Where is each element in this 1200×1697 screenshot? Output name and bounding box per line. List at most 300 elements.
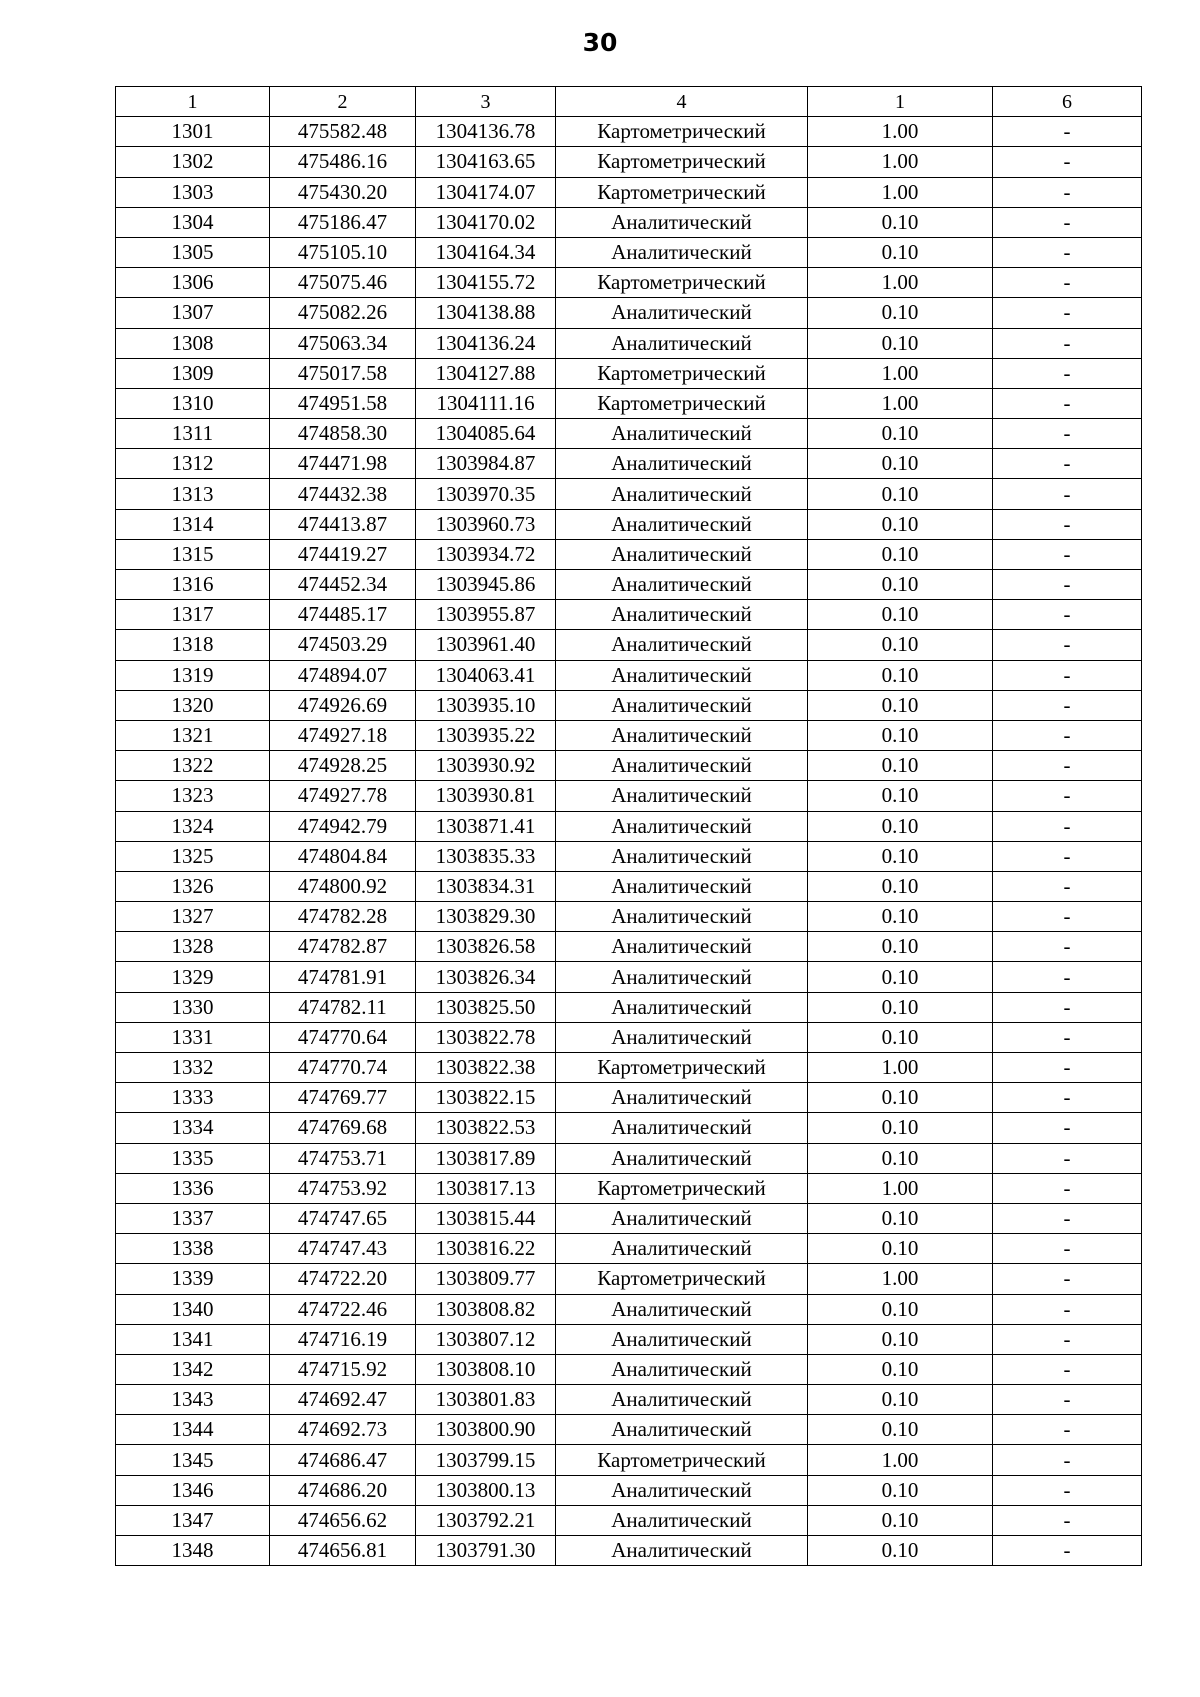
column-header: 3 [416, 87, 556, 117]
table-row [116, 539, 1142, 569]
note-cell: - [993, 841, 1142, 871]
x-coordinate-cell: 474769.77 [270, 1083, 416, 1113]
method-cell: Аналитический [556, 1234, 808, 1264]
table-row [116, 237, 1142, 267]
point-number-cell: 1319 [116, 660, 270, 690]
y-coordinate-cell: 1303815.44 [416, 1203, 556, 1233]
note-cell: - [993, 1445, 1142, 1475]
accuracy-cell: 1.00 [808, 1173, 993, 1203]
y-coordinate-cell: 1303822.15 [416, 1083, 556, 1113]
y-coordinate-cell: 1303809.77 [416, 1264, 556, 1294]
y-coordinate-cell: 1303935.10 [416, 690, 556, 720]
method-cell: Картометрический [556, 1445, 808, 1475]
accuracy-cell: 0.10 [808, 479, 993, 509]
x-coordinate-cell: 474782.87 [270, 932, 416, 962]
table-row [116, 992, 1142, 1022]
point-number-cell: 1312 [116, 449, 270, 479]
table-row [116, 328, 1142, 358]
accuracy-cell: 0.10 [808, 419, 993, 449]
note-cell: - [993, 630, 1142, 660]
accuracy-cell: 1.00 [808, 147, 993, 177]
note-cell: - [993, 1113, 1142, 1143]
method-cell: Аналитический [556, 1536, 808, 1566]
accuracy-cell: 0.10 [808, 600, 993, 630]
x-coordinate-cell: 474686.47 [270, 1445, 416, 1475]
accuracy-cell: 0.10 [808, 237, 993, 267]
x-coordinate-cell: 474692.73 [270, 1415, 416, 1445]
y-coordinate-cell: 1303817.89 [416, 1143, 556, 1173]
x-coordinate-cell: 474951.58 [270, 388, 416, 418]
x-coordinate-cell: 474927.78 [270, 781, 416, 811]
point-number-cell: 1343 [116, 1385, 270, 1415]
y-coordinate-cell: 1303822.38 [416, 1053, 556, 1083]
y-coordinate-cell: 1304111.16 [416, 388, 556, 418]
y-coordinate-cell: 1303817.13 [416, 1173, 556, 1203]
y-coordinate-cell: 1303800.13 [416, 1475, 556, 1505]
x-coordinate-cell: 474782.11 [270, 992, 416, 1022]
point-number-cell: 1318 [116, 630, 270, 660]
method-cell: Аналитический [556, 1324, 808, 1354]
y-coordinate-cell: 1304138.88 [416, 298, 556, 328]
note-cell: - [993, 1294, 1142, 1324]
point-number-cell: 1315 [116, 539, 270, 569]
table-row [116, 1022, 1142, 1052]
accuracy-cell: 0.10 [808, 1475, 993, 1505]
point-number-cell: 1344 [116, 1415, 270, 1445]
point-number-cell: 1335 [116, 1143, 270, 1173]
x-coordinate-cell: 474452.34 [270, 570, 416, 600]
x-coordinate-cell: 474926.69 [270, 690, 416, 720]
table-row [116, 1475, 1142, 1505]
accuracy-cell: 0.10 [808, 720, 993, 750]
accuracy-cell: 1.00 [808, 117, 993, 147]
x-coordinate-cell: 474858.30 [270, 419, 416, 449]
y-coordinate-cell: 1303816.22 [416, 1234, 556, 1264]
method-cell: Аналитический [556, 207, 808, 237]
point-number-cell: 1303 [116, 177, 270, 207]
coordinates-table [115, 86, 1142, 1566]
table-row [116, 962, 1142, 992]
note-cell: - [993, 660, 1142, 690]
table-header-row [116, 87, 1142, 117]
note-cell: - [993, 720, 1142, 750]
method-cell: Аналитический [556, 871, 808, 901]
table-row [116, 268, 1142, 298]
y-coordinate-cell: 1304174.07 [416, 177, 556, 207]
accuracy-cell: 0.10 [808, 962, 993, 992]
x-coordinate-cell: 474770.64 [270, 1022, 416, 1052]
y-coordinate-cell: 1303800.90 [416, 1415, 556, 1445]
table-row [116, 1173, 1142, 1203]
x-coordinate-cell: 474753.71 [270, 1143, 416, 1173]
accuracy-cell: 0.10 [808, 509, 993, 539]
table-row [116, 781, 1142, 811]
x-coordinate-cell: 475075.46 [270, 268, 416, 298]
table-row [116, 1294, 1142, 1324]
y-coordinate-cell: 1303791.30 [416, 1536, 556, 1566]
table-row [116, 1053, 1142, 1083]
page-number: 30 [582, 28, 618, 57]
method-cell: Картометрический [556, 147, 808, 177]
note-cell: - [993, 237, 1142, 267]
y-coordinate-cell: 1303835.33 [416, 841, 556, 871]
note-cell: - [993, 1083, 1142, 1113]
method-cell: Картометрический [556, 358, 808, 388]
y-coordinate-cell: 1303799.15 [416, 1445, 556, 1475]
method-cell: Аналитический [556, 841, 808, 871]
point-number-cell: 1334 [116, 1113, 270, 1143]
x-coordinate-cell: 474770.74 [270, 1053, 416, 1083]
y-coordinate-cell: 1303930.92 [416, 751, 556, 781]
table-row [116, 660, 1142, 690]
point-number-cell: 1327 [116, 902, 270, 932]
note-cell: - [993, 479, 1142, 509]
point-number-cell: 1333 [116, 1083, 270, 1113]
x-coordinate-cell: 474722.20 [270, 1264, 416, 1294]
note-cell: - [993, 781, 1142, 811]
point-number-cell: 1338 [116, 1234, 270, 1264]
point-number-cell: 1342 [116, 1354, 270, 1384]
table-row [116, 902, 1142, 932]
note-cell: - [993, 1505, 1142, 1535]
accuracy-cell: 0.10 [808, 781, 993, 811]
point-number-cell: 1326 [116, 871, 270, 901]
note-cell: - [993, 419, 1142, 449]
method-cell: Аналитический [556, 1113, 808, 1143]
accuracy-cell: 0.10 [808, 1234, 993, 1264]
y-coordinate-cell: 1303808.10 [416, 1354, 556, 1384]
y-coordinate-cell: 1304136.24 [416, 328, 556, 358]
y-coordinate-cell: 1304085.64 [416, 419, 556, 449]
y-coordinate-cell: 1303970.35 [416, 479, 556, 509]
column-header: 6 [993, 87, 1142, 117]
point-number-cell: 1309 [116, 358, 270, 388]
accuracy-cell: 0.10 [808, 871, 993, 901]
y-coordinate-cell: 1303834.31 [416, 871, 556, 901]
accuracy-cell: 1.00 [808, 388, 993, 418]
y-coordinate-cell: 1304164.34 [416, 237, 556, 267]
y-coordinate-cell: 1303945.86 [416, 570, 556, 600]
y-coordinate-cell: 1303826.34 [416, 962, 556, 992]
accuracy-cell: 0.10 [808, 449, 993, 479]
x-coordinate-cell: 474800.92 [270, 871, 416, 901]
note-cell: - [993, 449, 1142, 479]
method-cell: Аналитический [556, 1505, 808, 1535]
point-number-cell: 1314 [116, 509, 270, 539]
y-coordinate-cell: 1304136.78 [416, 117, 556, 147]
method-cell: Аналитический [556, 932, 808, 962]
accuracy-cell: 0.10 [808, 932, 993, 962]
note-cell: - [993, 298, 1142, 328]
method-cell: Аналитический [556, 298, 808, 328]
x-coordinate-cell: 474413.87 [270, 509, 416, 539]
table-row [116, 1083, 1142, 1113]
accuracy-cell: 0.10 [808, 1536, 993, 1566]
y-coordinate-cell: 1303935.22 [416, 720, 556, 750]
note-cell: - [993, 1053, 1142, 1083]
y-coordinate-cell: 1303984.87 [416, 449, 556, 479]
point-number-cell: 1337 [116, 1203, 270, 1233]
accuracy-cell: 0.10 [808, 1113, 993, 1143]
point-number-cell: 1336 [116, 1173, 270, 1203]
point-number-cell: 1310 [116, 388, 270, 418]
table-row [116, 479, 1142, 509]
accuracy-cell: 0.10 [808, 1354, 993, 1384]
x-coordinate-cell: 474716.19 [270, 1324, 416, 1354]
x-coordinate-cell: 474927.18 [270, 720, 416, 750]
accuracy-cell: 0.10 [808, 902, 993, 932]
point-number-cell: 1308 [116, 328, 270, 358]
note-cell: - [993, 509, 1142, 539]
table-row [116, 177, 1142, 207]
accuracy-cell: 1.00 [808, 1264, 993, 1294]
note-cell: - [993, 328, 1142, 358]
method-cell: Аналитический [556, 720, 808, 750]
accuracy-cell: 0.10 [808, 1143, 993, 1173]
note-cell: - [993, 1022, 1142, 1052]
accuracy-cell: 0.10 [808, 811, 993, 841]
table-row [116, 871, 1142, 901]
note-cell: - [993, 992, 1142, 1022]
note-cell: - [993, 570, 1142, 600]
y-coordinate-cell: 1303825.50 [416, 992, 556, 1022]
x-coordinate-cell: 474503.29 [270, 630, 416, 660]
point-number-cell: 1322 [116, 751, 270, 781]
accuracy-cell: 0.10 [808, 660, 993, 690]
method-cell: Аналитический [556, 419, 808, 449]
x-coordinate-cell: 475017.58 [270, 358, 416, 388]
x-coordinate-cell: 474753.92 [270, 1173, 416, 1203]
accuracy-cell: 0.10 [808, 207, 993, 237]
note-cell: - [993, 117, 1142, 147]
accuracy-cell: 1.00 [808, 177, 993, 207]
table-row [116, 1143, 1142, 1173]
y-coordinate-cell: 1303822.53 [416, 1113, 556, 1143]
note-cell: - [993, 539, 1142, 569]
table-row [116, 751, 1142, 781]
point-number-cell: 1316 [116, 570, 270, 600]
point-number-cell: 1305 [116, 237, 270, 267]
method-cell: Аналитический [556, 1475, 808, 1505]
table-row [116, 207, 1142, 237]
x-coordinate-cell: 475105.10 [270, 237, 416, 267]
point-number-cell: 1307 [116, 298, 270, 328]
table-row [116, 570, 1142, 600]
table-row [116, 509, 1142, 539]
y-coordinate-cell: 1303961.40 [416, 630, 556, 660]
method-cell: Аналитический [556, 539, 808, 569]
accuracy-cell: 0.10 [808, 630, 993, 660]
point-number-cell: 1323 [116, 781, 270, 811]
accuracy-cell: 0.10 [808, 1083, 993, 1113]
table-row [116, 1415, 1142, 1445]
note-cell: - [993, 207, 1142, 237]
x-coordinate-cell: 474692.47 [270, 1385, 416, 1415]
table-row [116, 811, 1142, 841]
accuracy-cell: 0.10 [808, 298, 993, 328]
table-row [116, 1385, 1142, 1415]
x-coordinate-cell: 474747.65 [270, 1203, 416, 1233]
table-row [116, 449, 1142, 479]
x-coordinate-cell: 474715.92 [270, 1354, 416, 1384]
accuracy-cell: 0.10 [808, 1324, 993, 1354]
x-coordinate-cell: 474656.62 [270, 1505, 416, 1535]
note-cell: - [993, 1264, 1142, 1294]
method-cell: Аналитический [556, 630, 808, 660]
table-row [116, 1203, 1142, 1233]
method-cell: Аналитический [556, 962, 808, 992]
x-coordinate-cell: 475430.20 [270, 177, 416, 207]
point-number-cell: 1340 [116, 1294, 270, 1324]
method-cell: Картометрический [556, 117, 808, 147]
x-coordinate-cell: 474485.17 [270, 600, 416, 630]
x-coordinate-cell: 474928.25 [270, 751, 416, 781]
note-cell: - [993, 388, 1142, 418]
x-coordinate-cell: 475063.34 [270, 328, 416, 358]
x-coordinate-cell: 474769.68 [270, 1113, 416, 1143]
table-row [116, 117, 1142, 147]
point-number-cell: 1324 [116, 811, 270, 841]
y-coordinate-cell: 1303829.30 [416, 902, 556, 932]
note-cell: - [993, 1324, 1142, 1354]
y-coordinate-cell: 1303808.82 [416, 1294, 556, 1324]
accuracy-cell: 0.10 [808, 1505, 993, 1535]
note-cell: - [993, 147, 1142, 177]
x-coordinate-cell: 474686.20 [270, 1475, 416, 1505]
accuracy-cell: 0.10 [808, 1385, 993, 1415]
column-header: 4 [556, 87, 808, 117]
x-coordinate-cell: 474722.46 [270, 1294, 416, 1324]
x-coordinate-cell: 474656.81 [270, 1536, 416, 1566]
note-cell: - [993, 811, 1142, 841]
table-row [116, 630, 1142, 660]
x-coordinate-cell: 474747.43 [270, 1234, 416, 1264]
note-cell: - [993, 1143, 1142, 1173]
table-row [116, 419, 1142, 449]
point-number-cell: 1301 [116, 117, 270, 147]
accuracy-cell: 0.10 [808, 841, 993, 871]
point-number-cell: 1321 [116, 720, 270, 750]
method-cell: Картометрический [556, 177, 808, 207]
x-coordinate-cell: 474942.79 [270, 811, 416, 841]
table-row [116, 147, 1142, 177]
table-row [116, 690, 1142, 720]
column-header: 2 [270, 87, 416, 117]
accuracy-cell: 1.00 [808, 1053, 993, 1083]
accuracy-cell: 0.10 [808, 1022, 993, 1052]
method-cell: Аналитический [556, 660, 808, 690]
note-cell: - [993, 871, 1142, 901]
note-cell: - [993, 1203, 1142, 1233]
method-cell: Картометрический [556, 388, 808, 418]
note-cell: - [993, 1415, 1142, 1445]
table-row [116, 600, 1142, 630]
note-cell: - [993, 1354, 1142, 1384]
y-coordinate-cell: 1303807.12 [416, 1324, 556, 1354]
note-cell: - [993, 751, 1142, 781]
column-header: 1 [808, 87, 993, 117]
y-coordinate-cell: 1303792.21 [416, 1505, 556, 1535]
y-coordinate-cell: 1303955.87 [416, 600, 556, 630]
y-coordinate-cell: 1304155.72 [416, 268, 556, 298]
table-row [116, 932, 1142, 962]
note-cell: - [993, 1234, 1142, 1264]
note-cell: - [993, 902, 1142, 932]
point-number-cell: 1306 [116, 268, 270, 298]
method-cell: Аналитический [556, 479, 808, 509]
y-coordinate-cell: 1303930.81 [416, 781, 556, 811]
table-row [116, 1324, 1142, 1354]
table-row [116, 1505, 1142, 1535]
note-cell: - [993, 600, 1142, 630]
point-number-cell: 1311 [116, 419, 270, 449]
note-cell: - [993, 690, 1142, 720]
method-cell: Картометрический [556, 268, 808, 298]
method-cell: Аналитический [556, 449, 808, 479]
method-cell: Аналитический [556, 570, 808, 600]
x-coordinate-cell: 474894.07 [270, 660, 416, 690]
x-coordinate-cell: 474782.28 [270, 902, 416, 932]
accuracy-cell: 0.10 [808, 328, 993, 358]
y-coordinate-cell: 1303822.78 [416, 1022, 556, 1052]
method-cell: Аналитический [556, 1415, 808, 1445]
table-row [116, 1234, 1142, 1264]
y-coordinate-cell: 1303871.41 [416, 811, 556, 841]
table-row [116, 1354, 1142, 1384]
column-header: 1 [116, 87, 270, 117]
method-cell: Аналитический [556, 1022, 808, 1052]
point-number-cell: 1329 [116, 962, 270, 992]
table-row [116, 388, 1142, 418]
method-cell: Аналитический [556, 992, 808, 1022]
method-cell: Аналитический [556, 811, 808, 841]
accuracy-cell: 0.10 [808, 1415, 993, 1445]
y-coordinate-cell: 1303934.72 [416, 539, 556, 569]
method-cell: Аналитический [556, 1143, 808, 1173]
point-number-cell: 1332 [116, 1053, 270, 1083]
method-cell: Аналитический [556, 690, 808, 720]
method-cell: Аналитический [556, 509, 808, 539]
point-number-cell: 1348 [116, 1536, 270, 1566]
y-coordinate-cell: 1304163.65 [416, 147, 556, 177]
note-cell: - [993, 177, 1142, 207]
method-cell: Аналитический [556, 1354, 808, 1384]
x-coordinate-cell: 474804.84 [270, 841, 416, 871]
point-number-cell: 1313 [116, 479, 270, 509]
point-number-cell: 1320 [116, 690, 270, 720]
x-coordinate-cell: 475186.47 [270, 207, 416, 237]
table-body [116, 117, 1142, 1566]
method-cell: Аналитический [556, 1203, 808, 1233]
x-coordinate-cell: 474471.98 [270, 449, 416, 479]
accuracy-cell: 0.10 [808, 539, 993, 569]
table-row [116, 1445, 1142, 1475]
point-number-cell: 1317 [116, 600, 270, 630]
y-coordinate-cell: 1303801.83 [416, 1385, 556, 1415]
point-number-cell: 1304 [116, 207, 270, 237]
accuracy-cell: 0.10 [808, 1294, 993, 1324]
table-row [116, 1536, 1142, 1566]
method-cell: Аналитический [556, 1083, 808, 1113]
method-cell: Аналитический [556, 781, 808, 811]
x-coordinate-cell: 474419.27 [270, 539, 416, 569]
y-coordinate-cell: 1304063.41 [416, 660, 556, 690]
note-cell: - [993, 268, 1142, 298]
point-number-cell: 1325 [116, 841, 270, 871]
y-coordinate-cell: 1303826.58 [416, 932, 556, 962]
method-cell: Картометрический [556, 1053, 808, 1083]
y-coordinate-cell: 1303960.73 [416, 509, 556, 539]
